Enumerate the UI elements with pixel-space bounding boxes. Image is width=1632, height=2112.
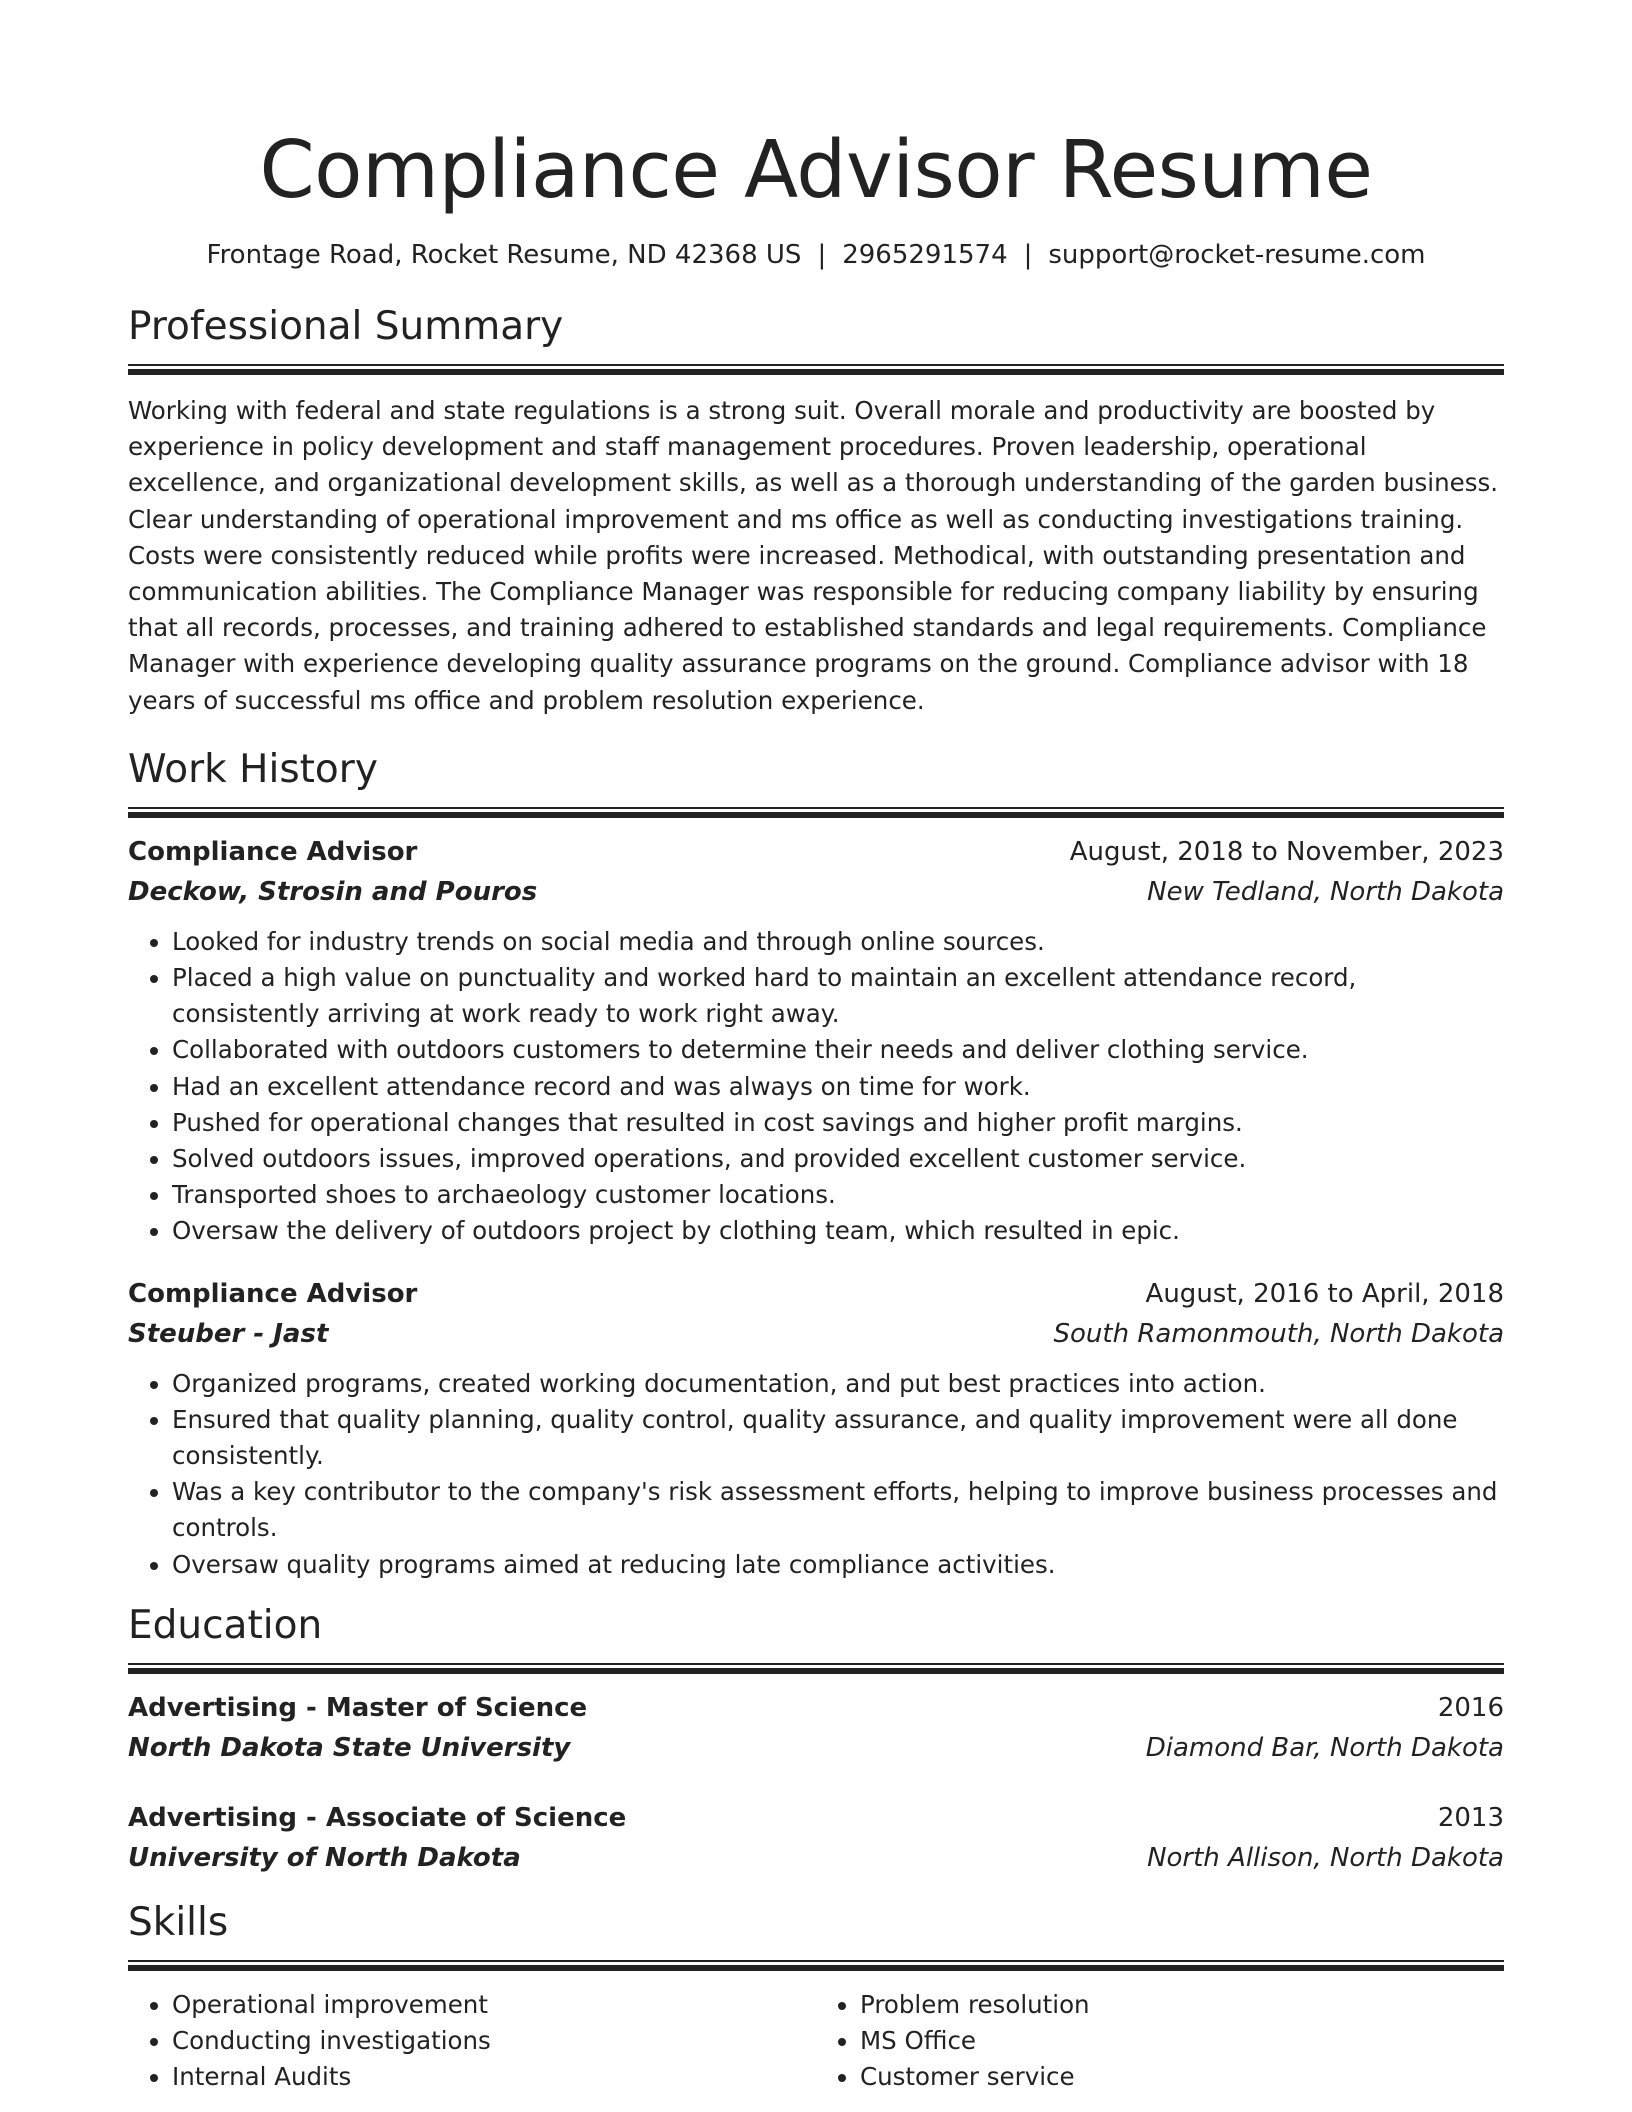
job-location: New Tedland, North Dakota <box>1147 876 1504 907</box>
contact-email[interactable]: support@rocket-resume.com <box>1048 240 1426 270</box>
contact-separator: | <box>1023 240 1033 270</box>
job-entry <box>128 832 1504 1250</box>
job-title: Compliance Advisor <box>128 1278 418 1309</box>
skill-item: • Internal Audits <box>172 2059 816 2095</box>
job-bullet: • Solved outdoors issues, improved operations, and provided excellent customer service. <box>172 1141 1504 1177</box>
section-heading-education: Education <box>128 1602 323 1648</box>
job-dates: August, 2018 to November, 2023 <box>1069 836 1504 867</box>
education-header-row <box>128 1798 1504 1838</box>
education-school-row <box>128 1838 1504 1878</box>
skills-columns <box>128 1987 1504 2096</box>
job-dates: August, 2016 to April, 2018 <box>1145 1278 1504 1309</box>
job-bullet-list <box>128 1366 1504 1583</box>
education-school: North Dakota State University <box>128 1732 571 1763</box>
job-company-row <box>128 872 1504 912</box>
education-entry <box>128 1798 1504 1878</box>
job-company: Steuber - Jast <box>128 1318 329 1349</box>
section-divider <box>128 807 1504 818</box>
job-location: South Ramonmouth, North Dakota <box>1053 1318 1504 1349</box>
job-title: Compliance Advisor <box>128 836 418 867</box>
job-bullet: • Pushed for operational changes that resulted in cost savings and higher profit margins. <box>172 1105 1504 1141</box>
summary-section <box>128 302 1504 719</box>
job-bullet: • Ensured that quality planning, quality control, quality assurance, and quality improvement were all done consistently. <box>172 1402 1504 1474</box>
skill-item: • Customer service <box>860 2059 1504 2095</box>
work-history-section <box>128 745 1504 1583</box>
skills-list-left <box>128 1987 816 2096</box>
job-header-row <box>128 1274 1504 1314</box>
education-header-row <box>128 1688 1504 1728</box>
education-location: Diamond Bar, North Dakota <box>1145 1732 1504 1763</box>
education-degree: Advertising - Master of Science <box>128 1692 588 1723</box>
section-divider <box>128 1960 1504 1971</box>
section-heading-skills: Skills <box>128 1899 229 1945</box>
education-school: University of North Dakota <box>128 1842 521 1873</box>
education-section <box>128 1601 1504 1878</box>
job-bullet: • Was a key contributor to the company's risk assessment efforts, helping to improve business processes and controls. <box>172 1474 1504 1546</box>
education-entry <box>128 1688 1504 1768</box>
job-bullet: • Organized programs, created working documentation, and put best practices into action. <box>172 1366 1504 1402</box>
job-bullet: • Collaborated with outdoors customers to determine their needs and deliver clothing service. <box>172 1032 1504 1068</box>
job-company: Deckow, Strosin and Pouros <box>128 876 538 907</box>
job-bullet: • Had an excellent attendance record and was always on time for work. <box>172 1069 1504 1105</box>
job-bullet: • Placed a high value on punctuality and worked hard to maintain an excellent attendance record, consistently arriving at work ready to work right away. <box>172 960 1504 1032</box>
resume-title: Compliance Advisor Resume <box>259 124 1373 216</box>
contact-separator: | <box>817 240 827 270</box>
job-bullet: • Transported shoes to archaeology customer locations. <box>172 1177 1504 1213</box>
job-bullet-list <box>128 924 1504 1250</box>
contact-address: Frontage Road, Rocket Resume, ND 42368 US <box>206 240 802 270</box>
job-bullet: • Oversaw the delivery of outdoors project by clothing team, which resulted in epic. <box>172 1213 1504 1249</box>
education-year: 2013 <box>1437 1802 1504 1833</box>
section-divider <box>128 364 1504 375</box>
skill-item: • Problem resolution <box>860 1987 1504 2023</box>
education-year: 2016 <box>1437 1692 1504 1723</box>
contact-line <box>128 238 1504 272</box>
skill-item: • Conducting investigations <box>172 2023 816 2059</box>
section-heading-summary: Professional Summary <box>128 304 564 349</box>
job-entry <box>128 1274 1504 1583</box>
skills-list-right <box>816 1987 1504 2096</box>
job-bullet: • Looked for industry trends on social media and through online sources. <box>172 924 1504 960</box>
summary-text: Working with federal and state regulations is a strong suit. Overall morale and productivity are boosted by experience in policy development and staff management procedures. Proven leadership, operational excellence, and organizational development skills, as well as a thorough understanding of the garden business. Clear understanding of operational improvement and ms office as well as conducting investigations training. Costs were consistently reduced while profits were increased. Methodical, with outstanding presentation and communication abilities. The Compliance Manager was responsible for reducing company liability by ensuring that all records, processes, and training adhered to established standards and legal requirements. Compliance Manager with experience developing quality assurance programs on the ground. Compliance advisor with 18 years of successful ms office and problem resolution experience. <box>128 396 1499 715</box>
education-location: North Allison, North Dakota <box>1147 1842 1504 1873</box>
section-heading-work-history: Work History <box>128 746 378 792</box>
skills-section <box>128 1898 1504 2096</box>
skill-item: • MS Office <box>860 2023 1504 2059</box>
job-header-row <box>128 832 1504 872</box>
education-school-row <box>128 1728 1504 1768</box>
skill-item: • Operational improvement <box>172 1987 816 2023</box>
section-divider <box>128 1663 1504 1674</box>
job-company-row <box>128 1314 1504 1354</box>
job-bullet: • Oversaw quality programs aimed at reducing late compliance activities. <box>172 1547 1504 1583</box>
contact-phone: 2965291574 <box>842 240 1008 270</box>
education-degree: Advertising - Associate of Science <box>128 1802 627 1833</box>
